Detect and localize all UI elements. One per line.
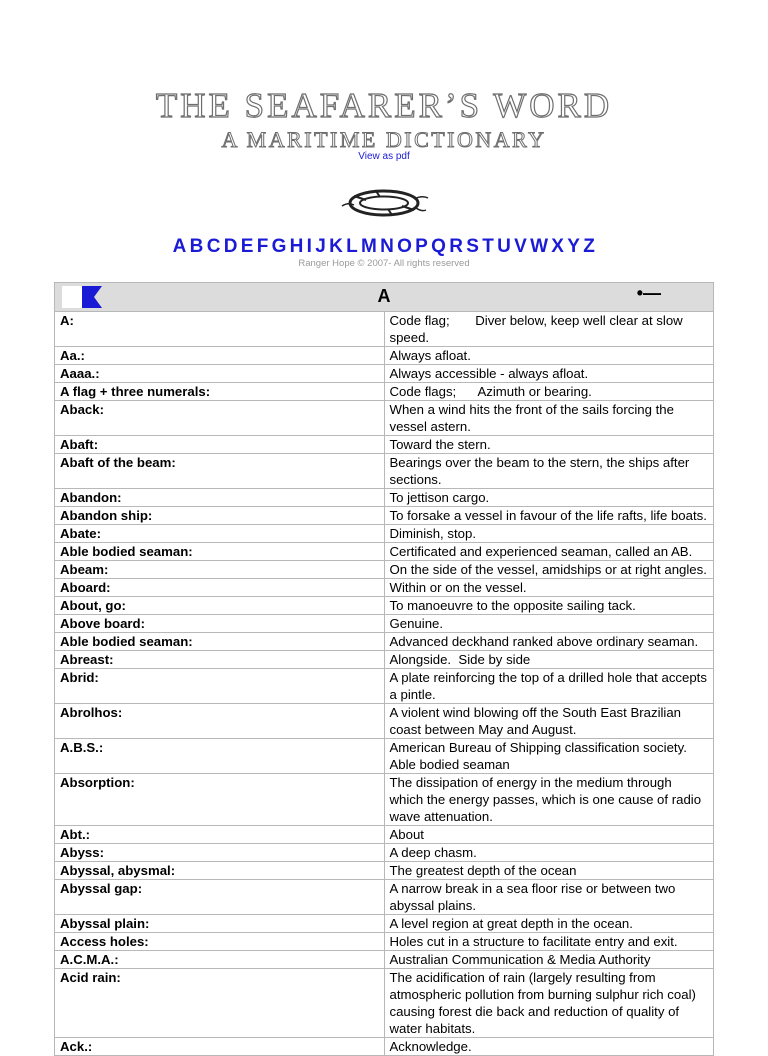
life-ring-logo-icon xyxy=(336,182,432,224)
table-row xyxy=(55,651,714,669)
table-row xyxy=(55,915,714,933)
alphabet-link-t[interactable]: T xyxy=(482,236,495,257)
alphabet-link-z[interactable]: Z xyxy=(583,236,596,257)
alphabet-link-n[interactable]: N xyxy=(380,236,395,257)
alphabet-link-b[interactable]: B xyxy=(189,236,204,257)
morse-code: •— xyxy=(636,283,661,303)
entry-term: Abrid: xyxy=(55,669,385,704)
entry-definition: Always accessible - always afloat. xyxy=(384,365,714,383)
table-row xyxy=(55,951,714,969)
entry-term: Aa.: xyxy=(55,347,385,365)
entry-term: A.B.S.: xyxy=(55,739,385,774)
alphabet-link-c[interactable]: C xyxy=(206,236,221,257)
table-row xyxy=(55,401,714,436)
entry-definition: Toward the stern. xyxy=(384,436,714,454)
page-title: THE SEAFARER’S WORD xyxy=(155,86,613,125)
entry-term: Abrolhos: xyxy=(55,704,385,739)
table-row xyxy=(55,826,714,844)
entry-term: Access holes: xyxy=(55,933,385,951)
table-row xyxy=(55,383,714,401)
entry-term: Aaaa.: xyxy=(55,365,385,383)
entry-definition: About xyxy=(384,826,714,844)
alphabet-link-e[interactable]: E xyxy=(240,236,254,257)
entry-term: Abeam: xyxy=(55,561,385,579)
alphabet-link-u[interactable]: U xyxy=(497,236,512,257)
alphabet-link-f[interactable]: F xyxy=(256,236,269,257)
entry-term: Absorption: xyxy=(55,774,385,826)
entry-term: Abyssal plain: xyxy=(55,915,385,933)
entry-term: A.C.M.A.: xyxy=(55,951,385,969)
section-header xyxy=(55,283,714,312)
table-row xyxy=(55,633,714,651)
entry-term: Abaft: xyxy=(55,436,385,454)
entry-definition: Code flag; Diver below, keep well clear at slow speed. xyxy=(384,312,714,347)
entry-term: Above board: xyxy=(55,615,385,633)
alphabet-link-h[interactable]: H xyxy=(289,236,304,257)
copyright: Ranger Hope © 2007- All rights reserved xyxy=(298,258,470,269)
alphabet-link-y[interactable]: Y xyxy=(567,236,581,257)
alphabet-link-d[interactable]: D xyxy=(223,236,238,257)
entry-term: A: xyxy=(55,312,385,347)
entry-definition: Always afloat. xyxy=(384,347,714,365)
entry-definition: Bearings over the beam to the stern, the ships after sections. xyxy=(384,454,714,489)
entry-definition: Alongside. Side by side xyxy=(384,651,714,669)
alphabet-nav xyxy=(0,235,768,259)
entry-definition: Genuine. xyxy=(384,615,714,633)
table-row xyxy=(55,507,714,525)
table-row xyxy=(55,1038,714,1056)
table-row xyxy=(55,669,714,704)
entry-term: A flag + three numerals: xyxy=(55,383,385,401)
entry-definition: To manoeuvre to the opposite sailing tack. xyxy=(384,597,714,615)
alphabet-link-g[interactable]: G xyxy=(271,236,287,257)
table-row xyxy=(55,347,714,365)
alphabet-link-r[interactable]: R xyxy=(449,236,464,257)
table-row xyxy=(55,365,714,383)
entry-definition: To forsake a vessel in favour of the life rafts, life boats. xyxy=(384,507,714,525)
entry-definition: A level region at great depth in the ocean. xyxy=(384,915,714,933)
alphabet-link-w[interactable]: W xyxy=(530,236,549,257)
entry-term: Abate: xyxy=(55,525,385,543)
table-row xyxy=(55,597,714,615)
table-row xyxy=(55,844,714,862)
alphabet-link-o[interactable]: O xyxy=(397,236,413,257)
entry-definition: When a wind hits the front of the sails forcing the vessel astern. xyxy=(384,401,714,436)
table-row xyxy=(55,436,714,454)
entry-definition: A violent wind blowing off the South East Brazilian coast between May and August. xyxy=(384,704,714,739)
entry-term: Abreast: xyxy=(55,651,385,669)
alphabet-link-m[interactable]: M xyxy=(360,236,378,257)
alphabet-link-x[interactable]: X xyxy=(551,236,565,257)
entry-term: Abandon ship: xyxy=(55,507,385,525)
alphabet-link-v[interactable]: V xyxy=(514,236,528,257)
alphabet-link-l[interactable]: L xyxy=(346,236,359,257)
table-row xyxy=(55,561,714,579)
table-row xyxy=(55,933,714,951)
entry-term: Able bodied seaman: xyxy=(55,543,385,561)
entry-term: Able bodied seaman: xyxy=(55,633,385,651)
table-row xyxy=(55,862,714,880)
alphabet-link-p[interactable]: P xyxy=(415,236,429,257)
alphabet-link-s[interactable]: S xyxy=(466,236,480,257)
alphabet-link-a[interactable]: A xyxy=(172,236,187,257)
entry-term: About, go: xyxy=(55,597,385,615)
table-row xyxy=(55,615,714,633)
table-row xyxy=(55,739,714,774)
entry-definition: Australian Communication & Media Authority xyxy=(384,951,714,969)
entry-definition: Code flags; Azimuth or bearing. xyxy=(384,383,714,401)
entry-term: Ack.: xyxy=(55,1038,385,1056)
entry-term: Aboard: xyxy=(55,579,385,597)
dictionary-table xyxy=(54,282,714,1056)
entry-term: Aback: xyxy=(55,401,385,436)
entry-definition: A plate reinforcing the top of a drilled hole that accepts a pintle. xyxy=(384,669,714,704)
entry-definition: To jettison cargo. xyxy=(384,489,714,507)
entry-definition: Advanced deckhand ranked above ordinary seaman. xyxy=(384,633,714,651)
entry-term: Abandon: xyxy=(55,489,385,507)
view-pdf-link[interactable]: View as pdf xyxy=(358,151,410,162)
entry-definition: Acknowledge. xyxy=(384,1038,714,1056)
section-letter: A xyxy=(377,286,391,306)
entry-term: Abt.: xyxy=(55,826,385,844)
alphabet-link-j[interactable]: J xyxy=(315,236,327,257)
table-row xyxy=(55,704,714,739)
table-row xyxy=(55,880,714,915)
entry-definition: Within or on the vessel. xyxy=(384,579,714,597)
entry-definition: A deep chasm. xyxy=(384,844,714,862)
entry-term: Acid rain: xyxy=(55,969,385,1038)
entry-definition: Diminish, stop. xyxy=(384,525,714,543)
table-row xyxy=(55,525,714,543)
table-row xyxy=(55,969,714,1038)
entry-definition: The dissipation of energy in the medium through which the energy passes, which is one cause of radio wave attenuation. xyxy=(384,774,714,826)
entry-term: Abyssal, abysmal: xyxy=(55,862,385,880)
alphabet-link-i[interactable]: I xyxy=(306,236,313,257)
entry-definition: Holes cut in a structure to facilitate entry and exit. xyxy=(384,933,714,951)
table-row xyxy=(55,454,714,489)
entry-definition: On the side of the vessel, amidships or at right angles. xyxy=(384,561,714,579)
alphabet-link-q[interactable]: Q xyxy=(431,236,447,257)
entry-definition: American Bureau of Shipping classification society. Able bodied seaman xyxy=(384,739,714,774)
entry-term: Abyss: xyxy=(55,844,385,862)
entry-definition: Certificated and experienced seaman, called an AB. xyxy=(384,543,714,561)
entry-term: Abaft of the beam: xyxy=(55,454,385,489)
entry-definition: The acidification of rain (largely resulting from atmospheric pollution from burning sulphur rich coal) causing forest die back and reduction of quality of water habitats. xyxy=(384,969,714,1038)
entry-definition: The greatest depth of the ocean xyxy=(384,862,714,880)
alphabet-link-k[interactable]: K xyxy=(329,236,344,257)
entry-definition: A narrow break in a sea floor rise or between two abyssal plains. xyxy=(384,880,714,915)
table-row xyxy=(55,543,714,561)
table-row xyxy=(55,489,714,507)
table-row xyxy=(55,312,714,347)
page-subtitle: A MARITIME DICTIONARY xyxy=(221,127,547,152)
entry-term: Abyssal gap: xyxy=(55,880,385,915)
table-row xyxy=(55,579,714,597)
table-row xyxy=(55,774,714,826)
